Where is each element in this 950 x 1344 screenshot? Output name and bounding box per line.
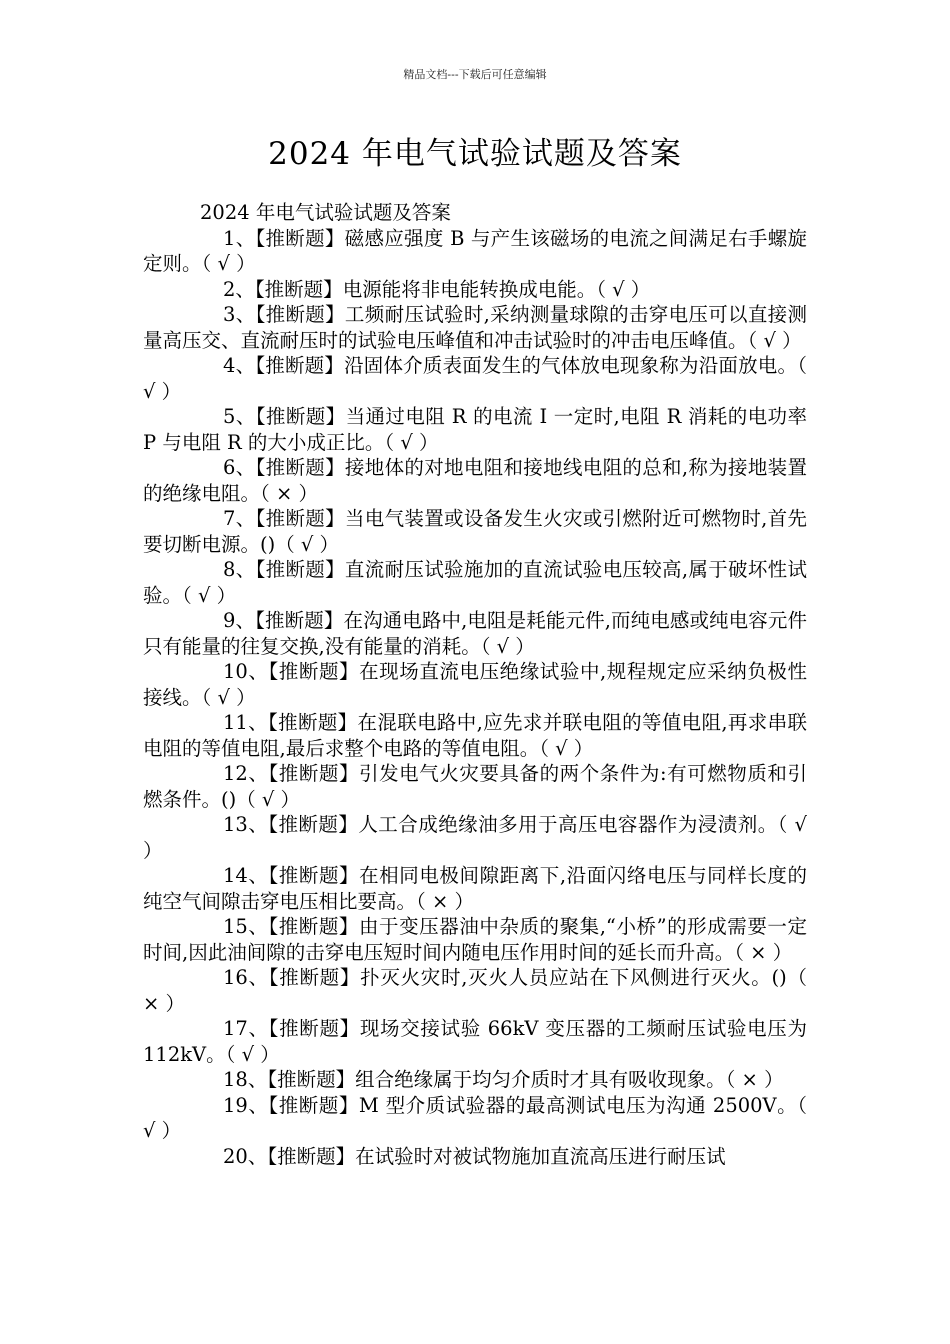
question-text: 电源能将非电能转换成电能。 — [342, 277, 597, 301]
question-answer: （ √ ） — [143, 813, 807, 862]
question-type-tag: 【推断题】 — [268, 915, 359, 938]
question-answer: （ √ ） — [480, 634, 535, 658]
question-item — [143, 353, 807, 404]
question-number: 6、 — [223, 456, 256, 479]
question-list — [143, 226, 807, 1170]
question-text: 现场交接试验 66kV 变压器的工频耐压试验电压为 112kV。 — [143, 1017, 807, 1066]
question-number: 17、 — [223, 1017, 269, 1040]
question-number: 1、 — [223, 226, 256, 250]
question-type-tag: 【推断题】 — [268, 813, 359, 836]
question-type-tag: 【推断题】 — [255, 303, 345, 326]
question-text: 当通过电阻 R 的电流 I 一定时,电阻 R 消耗的电功率 P 与电阻 R 的大小成正比。 — [143, 405, 807, 454]
question-answer: （ √ ） — [143, 1093, 807, 1142]
question-number: 7、 — [223, 507, 256, 530]
question-answer: （ √ ） — [236, 787, 301, 811]
question-answer: （ √ ） — [225, 1042, 280, 1066]
question-number: 10、 — [223, 660, 269, 683]
question-text: 直流耐压试验施加的直流试验电压较高,属于破坏性试验。 — [143, 558, 807, 607]
question-type-tag: 【推断题】 — [255, 405, 346, 428]
question-number: 9、 — [223, 609, 256, 632]
question-type-tag: 【推断题】 — [255, 609, 344, 632]
question-text: 扑灭火灾时,灭火人员应站在下风侧进行灭火。() — [360, 966, 787, 989]
question-type-tag: 【推断题】 — [268, 1017, 360, 1040]
question-answer: （ √ ） — [747, 328, 802, 352]
question-number: 20、 — [223, 1144, 268, 1168]
document-subtitle: 2024 年电气试验试题及答案 — [200, 201, 451, 224]
question-answer: （ √ ） — [596, 277, 651, 301]
question-answer: （ √ ） — [201, 685, 256, 709]
question-type-tag: 【推断题】 — [267, 1068, 356, 1091]
question-item — [143, 761, 807, 812]
question-text: 在现场直流电压绝缘试验中,规程规定应采纳负极性接线。 — [143, 660, 807, 709]
question-type-tag: 【推断题】 — [255, 507, 345, 530]
question-answer: （ √ ） — [143, 354, 807, 403]
question-number: 2、 — [223, 277, 255, 301]
question-number: 18、 — [223, 1068, 268, 1091]
question-text: 接地体的对地电阻和接地线电阻的总和,称为接地装置的绝缘电阻。 — [143, 456, 807, 505]
question-number: 13、 — [223, 813, 269, 836]
question-text: 在混联电路中,应先求并联电阻的等值电阻,再求串联电阻的等值电阻,最后求整个电路的等值电阻。 — [143, 711, 807, 760]
question-answer: （ × ） — [734, 940, 793, 964]
question-item — [143, 277, 807, 303]
question-item — [143, 302, 807, 353]
question-type-tag: 【推断题】 — [268, 1093, 359, 1117]
question-item — [143, 1067, 807, 1093]
question-type-tag: 【推断题】 — [268, 966, 361, 989]
question-text: 组合绝缘属于均匀介质时才具有吸收现象。 — [355, 1068, 726, 1091]
question-text: 在沟通电路中,电阻是耗能元件,而纯电感或纯电容元件只有能量的往复交换,没有能量的消耗。 — [143, 609, 807, 658]
question-text: 在试验时对被试物施加直流高压进行耐压试 — [355, 1144, 726, 1168]
question-answer: （ √ ） — [384, 430, 439, 454]
question-type-tag: 【推断题】 — [255, 456, 345, 479]
document-body — [143, 200, 807, 1169]
question-answer: （ √ ） — [201, 252, 256, 275]
question-text: 沿固体介质表面发生的气体放电现象称为沿面放电。 — [344, 354, 798, 377]
question-item — [143, 1016, 807, 1067]
question-text: 工频耐压试验时,采纳测量球隙的击穿电压可以直接测量高压交、直流耐压时的试验电压峰值和冲击试验时的冲击电压峰值。 — [143, 303, 807, 352]
question-text: 引发电气火灾要具备的两个条件为:有可燃物质和引燃条件。() — [143, 762, 807, 811]
question-item — [143, 812, 807, 863]
document-title: 2024 年电气试验试题及答案 — [268, 136, 682, 172]
question-item — [143, 1144, 807, 1170]
question-number: 3、 — [223, 303, 256, 326]
question-item — [143, 608, 807, 659]
question-type-tag: 【推断题】 — [267, 1144, 356, 1168]
question-text: M 型介质试验器的最高测试电压为沟通 2500V。 — [358, 1093, 798, 1117]
question-item — [143, 455, 807, 506]
question-item — [143, 965, 807, 1016]
question-number: 4、 — [223, 354, 256, 377]
question-number: 19、 — [223, 1093, 269, 1117]
question-type-tag: 【推断题】 — [268, 660, 360, 683]
question-text: 磁感应强度 B 与产生该磁场的电流之间满足右手螺旋定则。 — [143, 226, 807, 275]
question-item — [143, 863, 807, 914]
question-item — [143, 226, 807, 277]
question-text: 人工合成绝缘油多用于高压电容器作为浸渍剂。 — [358, 813, 778, 836]
question-type-tag: 【推断题】 — [255, 558, 345, 581]
question-text: 在相同电极间隙距离下,沿面闪络电压与同样长度的纯空气间隙击穿电压相比要高。 — [143, 864, 807, 913]
question-item — [143, 506, 807, 557]
question-answer: （ × ） — [725, 1068, 784, 1091]
question-answer: （ √ ） — [182, 583, 237, 607]
question-number: 12、 — [223, 762, 269, 785]
question-text: 由于变压器油中杂质的聚集,“小桥”的形成需要一定时间,因此油间隙的击穿电压短时间内随电压作用时间的延长而升高。 — [143, 915, 807, 964]
question-type-tag: 【推断题】 — [268, 762, 360, 785]
question-item — [143, 914, 807, 965]
question-item — [143, 659, 807, 710]
question-number: 16、 — [223, 966, 269, 989]
question-type-tag: 【推断题】 — [254, 277, 343, 301]
question-answer: （ √ ） — [539, 736, 594, 760]
page-header: 精品文档---下载后可任意编辑 — [403, 68, 547, 81]
question-answer: （ × ） — [260, 481, 319, 505]
question-number: 11、 — [223, 711, 269, 734]
question-number: 15、 — [223, 915, 269, 938]
question-answer: （ × ） — [143, 966, 807, 1015]
question-text: 当电气装置或设备发生火灾或引燃附近可燃物时,首先要切断电源。() — [143, 507, 807, 556]
question-number: 14、 — [223, 864, 269, 887]
question-answer: （ × ） — [416, 889, 475, 913]
question-item — [143, 1093, 807, 1144]
question-item — [143, 710, 807, 761]
question-number: 8、 — [223, 558, 256, 581]
question-number: 5、 — [223, 405, 256, 428]
question-type-tag: 【推断题】 — [255, 354, 345, 377]
question-type-tag: 【推断题】 — [255, 226, 345, 250]
question-type-tag: 【推断题】 — [268, 711, 358, 734]
question-item — [143, 404, 807, 455]
question-type-tag: 【推断题】 — [268, 864, 360, 887]
question-answer: （ √ ） — [275, 532, 340, 556]
question-item — [143, 557, 807, 608]
